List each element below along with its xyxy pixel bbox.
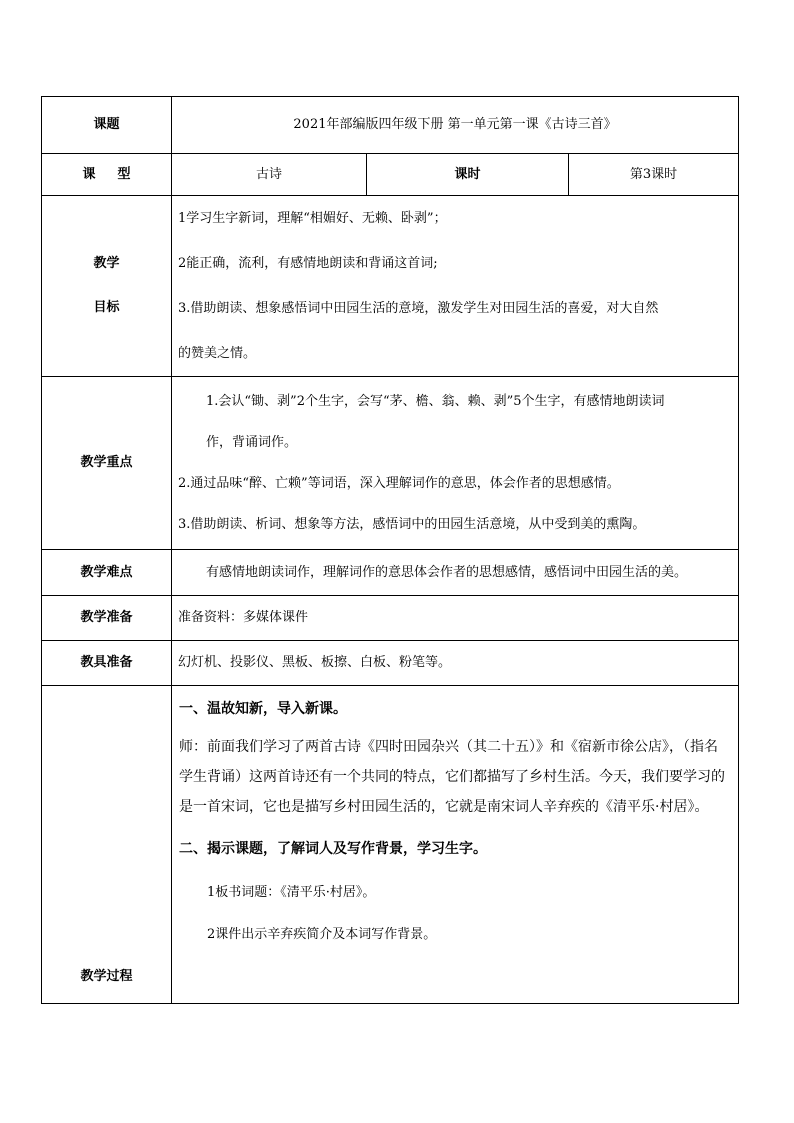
goal-item: 2能正确，流利，有感情地朗读和背诵这首词; [178, 256, 438, 271]
process-item: 1板书词题：《清平乐·村居》。 [207, 885, 376, 900]
goals-label-b: 目标 [93, 300, 120, 315]
process-section-text: 师：前面我们学习了两首古诗《四时田园杂兴（其二十五）》和《宿新市徐公店》，（指名学生背诵）这两首诗还有一个共同的特点，它们都描写了乡村生活。今天，我们要学习的是一首宋词，它也是描写乡村田园生活的，它就是南宋词人辛弃疾的《清平乐·村居》。 [179, 739, 725, 815]
key-points-row [42, 377, 739, 550]
process-section-heading: 一、温故知新，导入新课。 [179, 701, 347, 717]
tools-row [42, 641, 739, 686]
preparation-content [172, 596, 739, 641]
goal-item: 1学习生字新词，理解“相媚好、无赖、卧剥”； [178, 211, 447, 226]
difficulty-label: 教学难点 [42, 550, 172, 596]
preparation-value: 准备资料：多媒体课件 [178, 610, 309, 626]
period-label: 课时 [367, 154, 569, 196]
lesson-plan-table [41, 96, 739, 1004]
tools-label: 教具准备 [42, 641, 172, 686]
type-row [42, 154, 739, 196]
process-content [172, 686, 739, 1004]
key-point-item: 3.借助朗读、析词、想象等方法，感悟词中的田园生活意境，从中受到美的熏陶。 [178, 517, 646, 532]
type-value: 古诗 [172, 154, 367, 196]
difficulty-value: 有感情地朗读词作，理解词作的意思体会作者的思想感情，感悟词中田园生活的美。 [206, 564, 688, 580]
tools-content [172, 641, 739, 686]
goals-label [42, 196, 172, 377]
process-item: 2课件出示辛弃疾简介及本词写作背景。 [207, 927, 437, 942]
preparation-label: 教学准备 [42, 596, 172, 641]
topic-label: 课题 [42, 97, 172, 154]
key-point-item: 作，背诵词作。 [206, 435, 298, 450]
goals-label-a: 教学 [93, 256, 120, 271]
topic-value: 2021年部编版四年级下册 第一单元第一课《古诗三首》 [172, 97, 739, 154]
difficulty-row [42, 550, 739, 596]
key-point-item: 2.通过品味“醉、亡赖”等词语，深入理解词作的意思，体会作者的思想感情。 [178, 476, 620, 491]
key-points-content [172, 377, 739, 550]
period-value: 第3课时 [569, 154, 739, 196]
topic-row [42, 97, 739, 154]
preparation-row [42, 596, 739, 641]
goal-item: 3.借助朗读、想象感悟词中田园生活的意境，激发学生对田园生活的喜爱，对大自然 [178, 301, 659, 316]
key-points-label: 教学重点 [42, 377, 172, 550]
goal-item: 的赞美之情。 [178, 346, 257, 361]
process-label: 教学过程 [42, 686, 172, 1004]
key-point-item: 1.会认“锄、剥”2个生字，会写“茅、檐、翁、赖、剥”5个生字，有感情地朗读词 [206, 394, 665, 409]
tools-value: 幻灯机、投影仪、黑板、板擦、白板、粉笔等。 [178, 655, 452, 671]
process-section-heading: 二、揭示课题，了解词人及写作背景，学习生字。 [179, 841, 487, 857]
type-label-a: 课 [82, 166, 96, 182]
type-label-b: 型 [117, 166, 131, 182]
process-row [42, 686, 739, 1004]
goals-content [172, 196, 739, 377]
goals-row [42, 196, 739, 377]
difficulty-content [172, 550, 739, 596]
type-label [42, 154, 172, 196]
